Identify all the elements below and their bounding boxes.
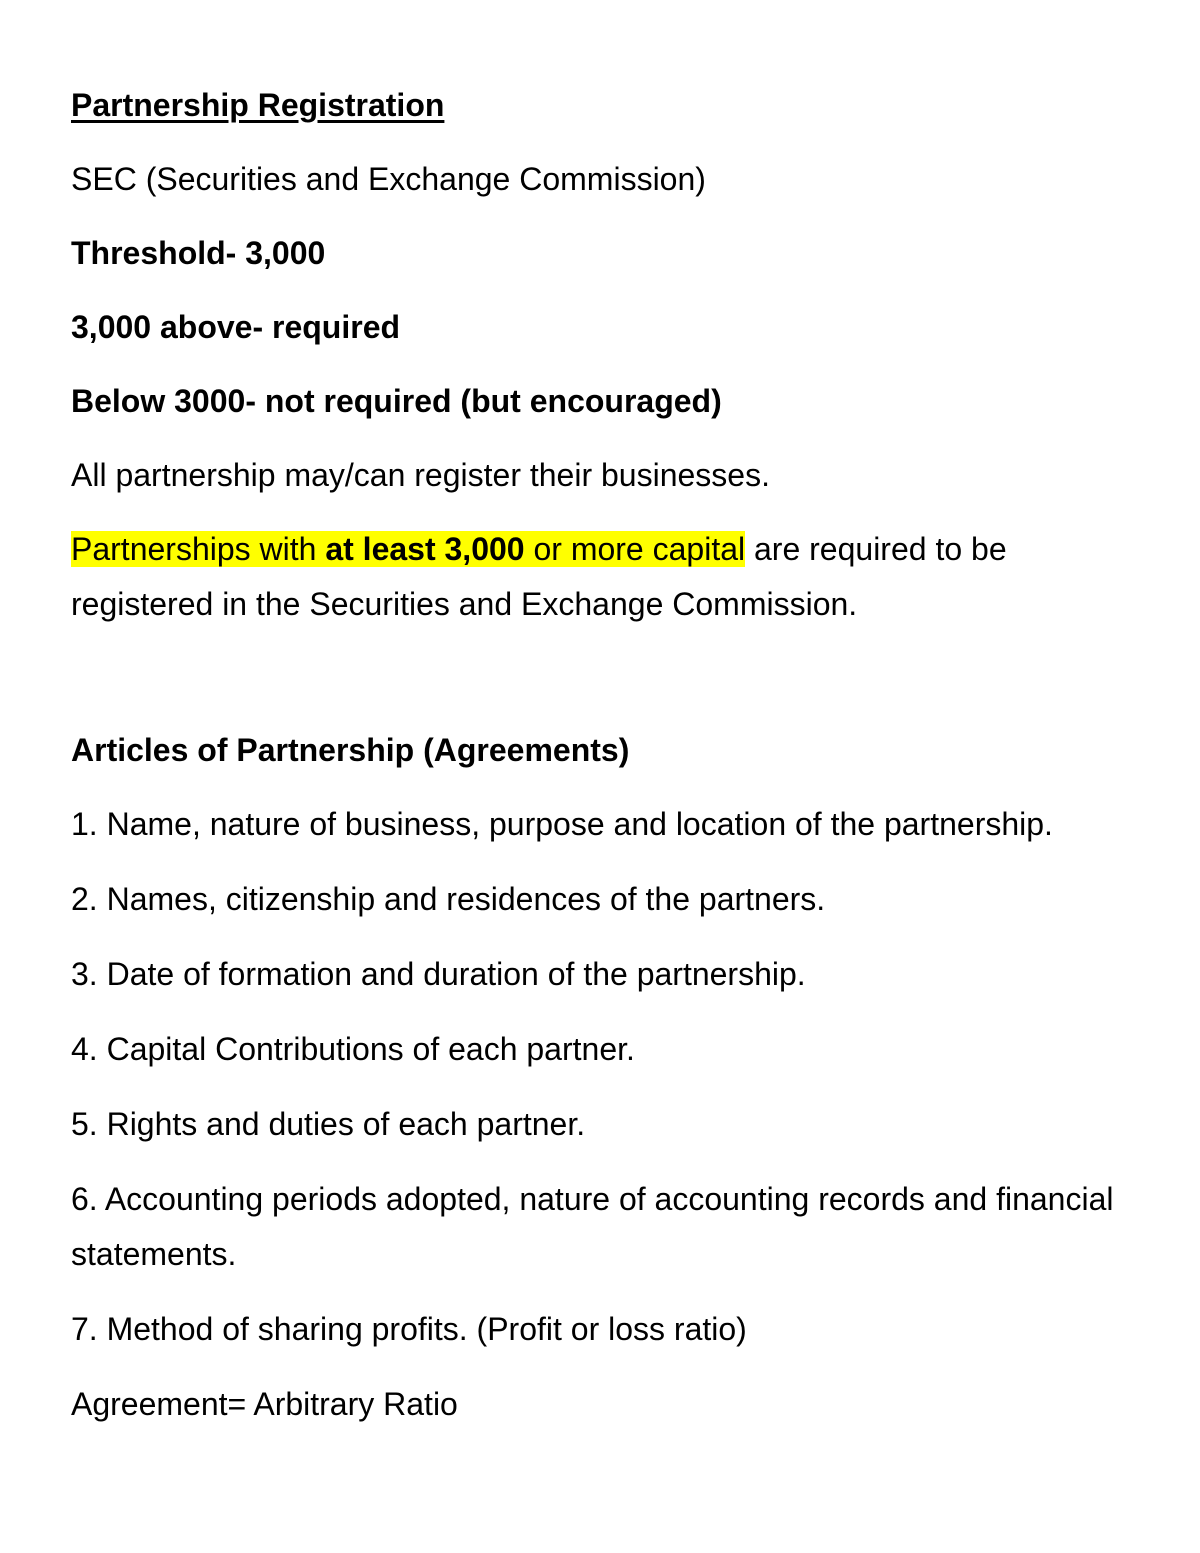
- section-title-articles: Articles of Partnership (Agreements): [71, 732, 630, 768]
- document-page: [71, 78, 1146, 1451]
- rule-rest: are required to be registered in the Securities and Exchange Commission.: [71, 531, 1007, 622]
- highlight-bold: at least 3,000: [325, 531, 525, 567]
- below-line: Below 3000- not required (but encouraged): [71, 383, 722, 419]
- threshold-line: Threshold- 3,000: [71, 235, 326, 271]
- section-title-registration: Partnership Registration: [71, 87, 445, 123]
- list-item: 7. Method of sharing profits. (Profit or loss ratio): [71, 1311, 747, 1347]
- highlight-part-1: Partnerships with: [71, 531, 326, 567]
- section-gap: [71, 652, 1146, 723]
- agreement-line: Agreement= Arbitrary Ratio: [71, 1386, 458, 1422]
- list-item: 2. Names, citizenship and residences of the partners.: [71, 881, 826, 917]
- highlighted-text: [71, 531, 745, 567]
- list-item: 1. Name, nature of business, purpose and location of the partnership.: [71, 806, 1053, 842]
- list-item: 5. Rights and duties of each partner.: [71, 1106, 586, 1142]
- list-item: 4. Capital Contributions of each partner.: [71, 1031, 635, 1067]
- above-line: 3,000 above- required: [71, 309, 401, 345]
- registration-rule-paragraph: [71, 522, 1146, 632]
- highlight-part-2: or more capital: [524, 531, 746, 567]
- all-may-line: All partnership may/can register their businesses.: [71, 457, 770, 493]
- list-item: 3. Date of formation and duration of the partnership.: [71, 956, 806, 992]
- sec-line: SEC (Securities and Exchange Commission): [71, 161, 706, 197]
- list-item: 6. Accounting periods adopted, nature of accounting records and financial statements.: [71, 1181, 1114, 1272]
